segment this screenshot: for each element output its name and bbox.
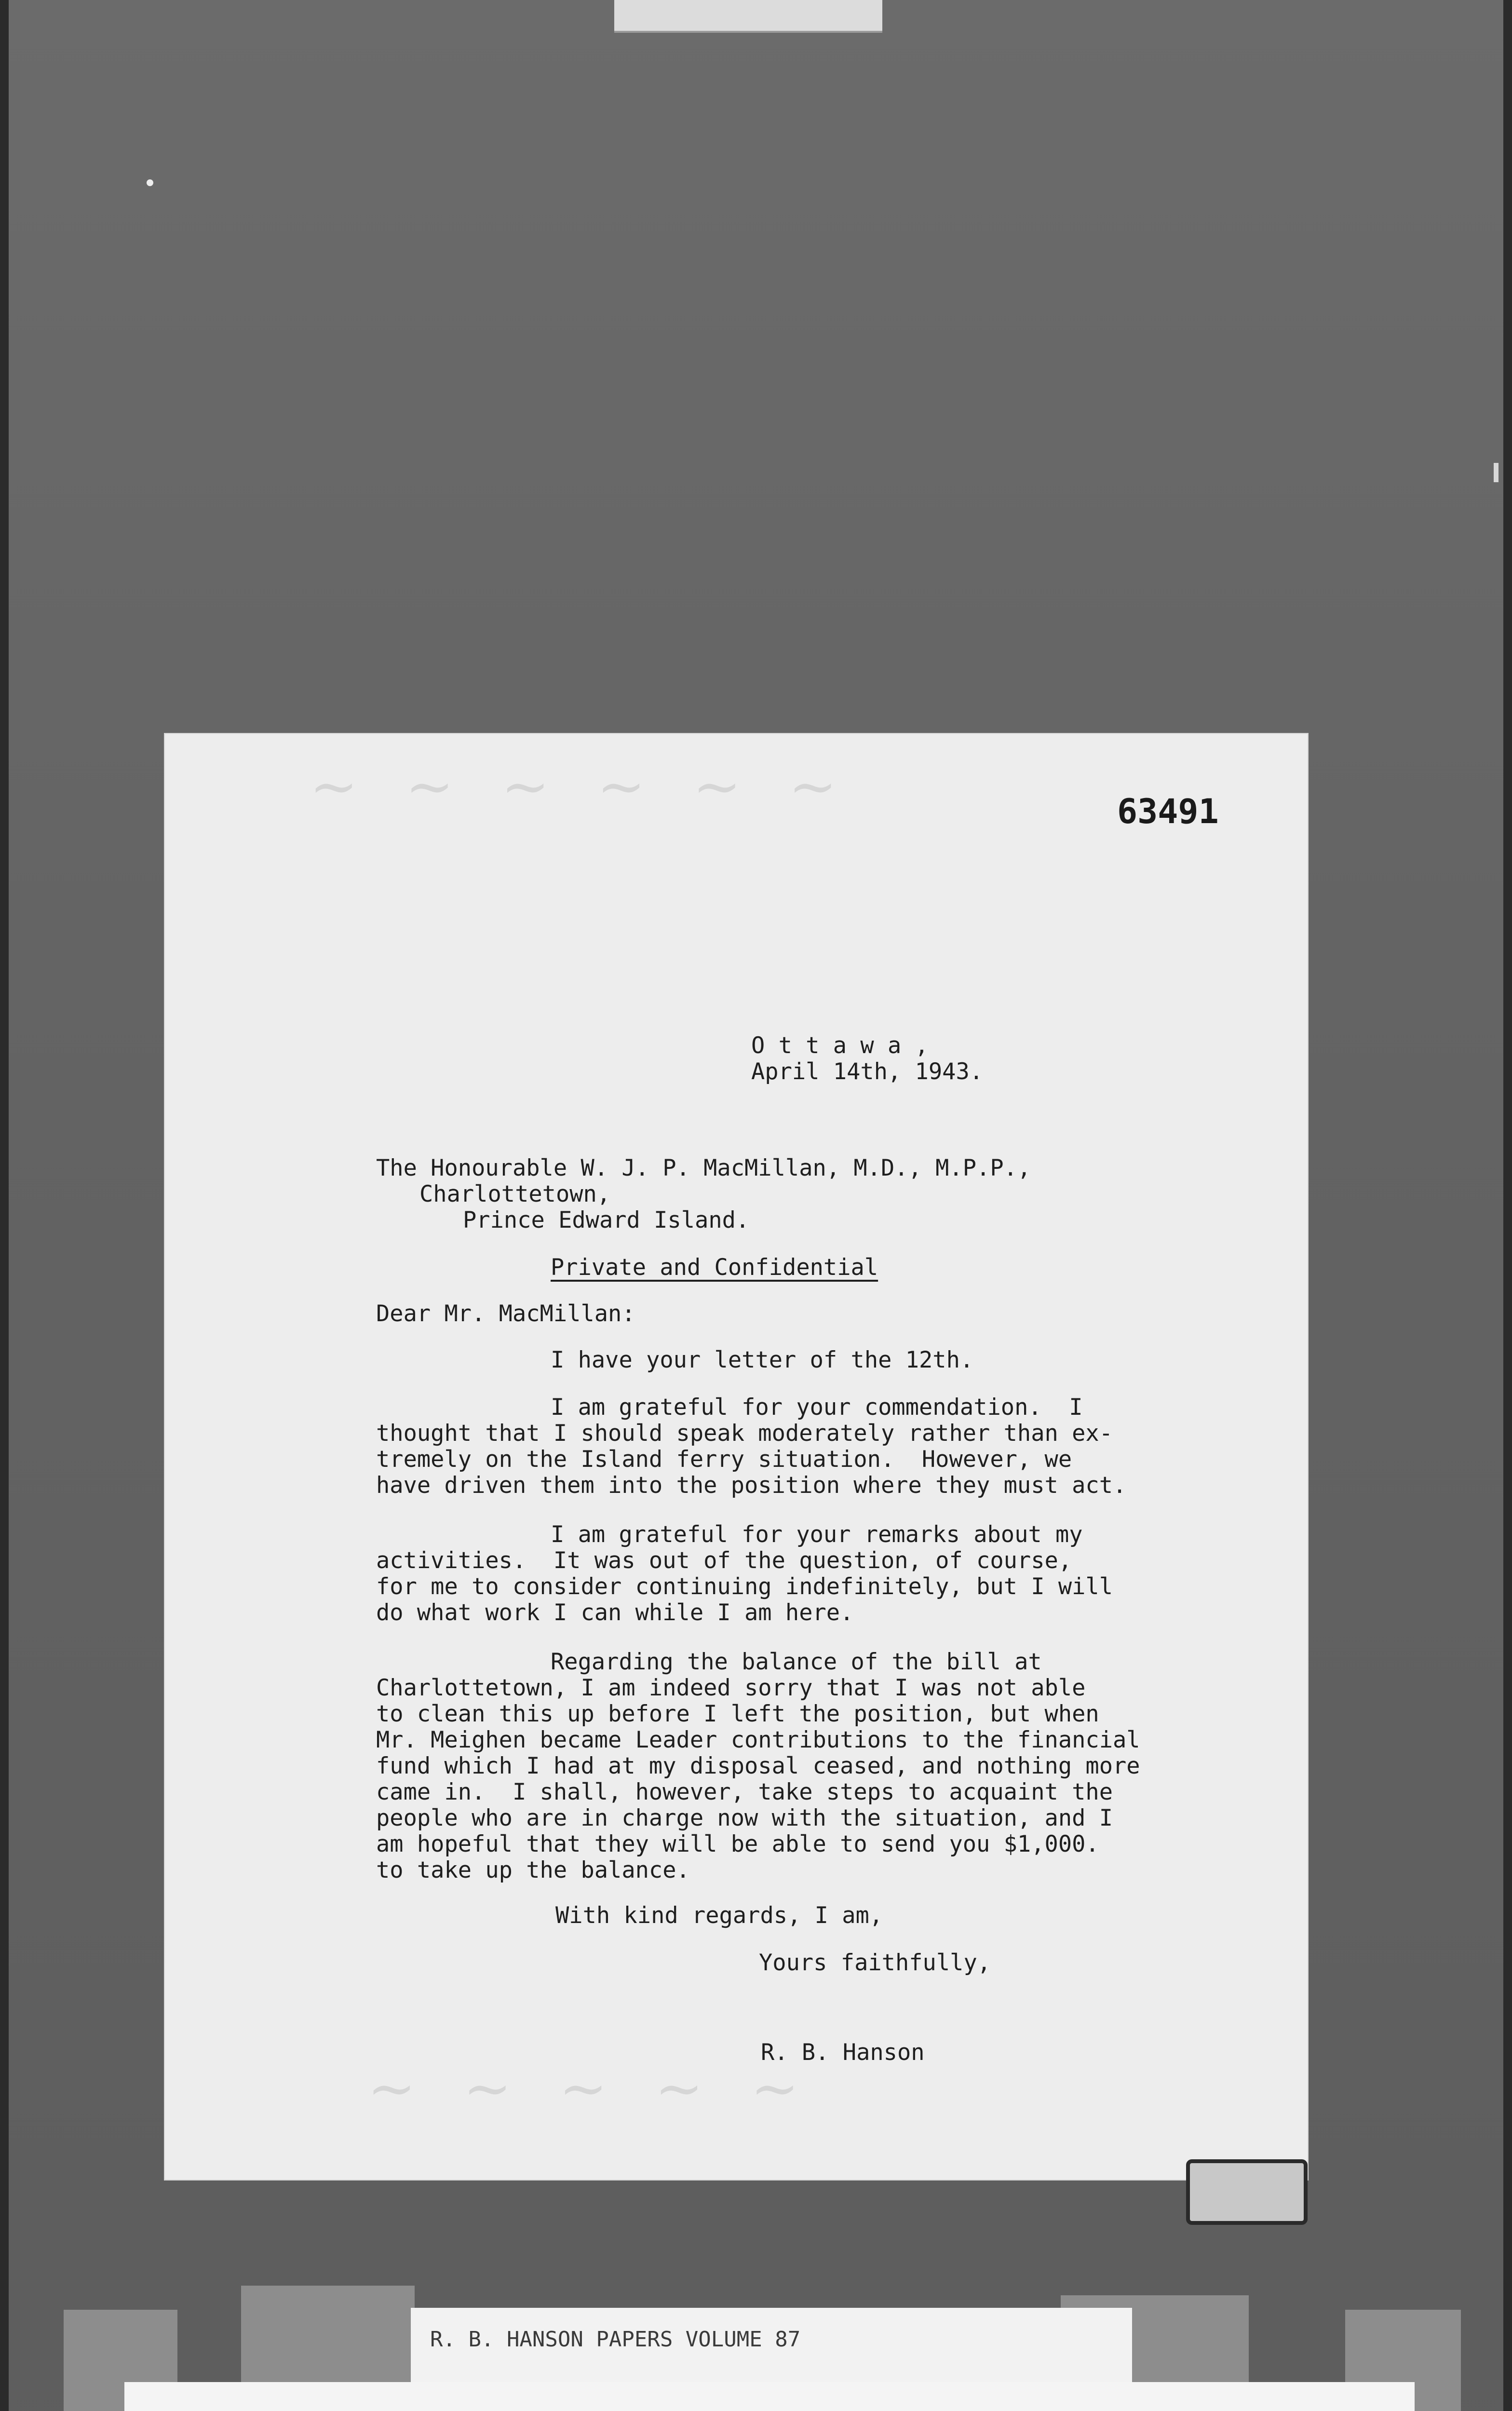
bleed-through-letterhead: ~ ~ ~ ~ ~ ~ (310, 753, 852, 820)
letter-place: O t t a w a , (751, 1032, 929, 1059)
bleed-through-signature: ~ ~ ~ ~ ~ (367, 2055, 814, 2122)
paragraph-line: thought that I should speak moderately rather than ex- (376, 1420, 1113, 1447)
paragraph-line: came in. I shall, however, take steps to acquaint the (376, 1779, 1113, 1805)
paragraph-line: I have your letter of the 12th. (551, 1347, 974, 1373)
paragraph-line: Mr. Meighen became Leader contributions to the financial (376, 1727, 1140, 1753)
paragraph-line: have driven them into the position where they must act. (376, 1472, 1127, 1499)
paper-clip (1186, 2159, 1308, 2225)
paragraph-line: do what work I can while I am here. (376, 1599, 854, 1626)
confidential-marking: Private and Confidential (551, 1254, 878, 1281)
letter-date: April 14th, 1943. (751, 1058, 984, 1085)
film-scratch (1494, 463, 1498, 482)
signature-name: R. B. Hanson (761, 2039, 925, 2066)
recipient-line: Charlottetown, (419, 1181, 611, 1207)
paragraph-line: fund which I had at my disposal ceased, and nothing more (376, 1753, 1140, 1779)
paragraph-line: to take up the balance. (376, 1857, 690, 1883)
letter-page (165, 734, 1308, 2180)
paragraph-line: I am grateful for your commendation. I (551, 1394, 1083, 1421)
paragraph-line: am hopeful that they will be able to send you $1,000. (376, 1831, 1099, 1857)
top-paper-tab (614, 0, 882, 33)
paragraph-line: Regarding the balance of the bill at (551, 1649, 1042, 1675)
paragraph-line: Charlottetown, I am indeed sorry that I was not able (376, 1675, 1086, 1701)
paragraph-line: activities. It was out of the question, of course, (376, 1547, 1072, 1574)
paragraph-line: people who are in charge now with the situation, and I (376, 1805, 1113, 1831)
document-number: 63491 (1117, 792, 1219, 831)
closing: Yours faithfully, (759, 1950, 991, 1976)
salutation: Dear Mr. MacMillan: (376, 1300, 635, 1327)
dust-speck (147, 179, 153, 186)
paragraph-line: tremely on the Island ferry situation. However, we (376, 1446, 1072, 1473)
closing-line: With kind regards, I am, (555, 1902, 883, 1929)
archive-card (124, 2382, 1415, 2411)
recipient-line: Prince Edward Island. (463, 1207, 750, 1233)
paragraph-line: for me to consider continuing indefinitely, but I will (376, 1573, 1113, 1600)
recipient-line: The Honourable W. J. P. MacMillan, M.D., M.P.P., (376, 1155, 1031, 1181)
paragraph-line: to clean this up before I left the position, but when (376, 1701, 1099, 1727)
paragraph-line: I am grateful for your remarks about my (551, 1521, 1083, 1548)
volume-text: R. B. HANSON PAPERS VOLUME 87 (430, 2327, 801, 2352)
